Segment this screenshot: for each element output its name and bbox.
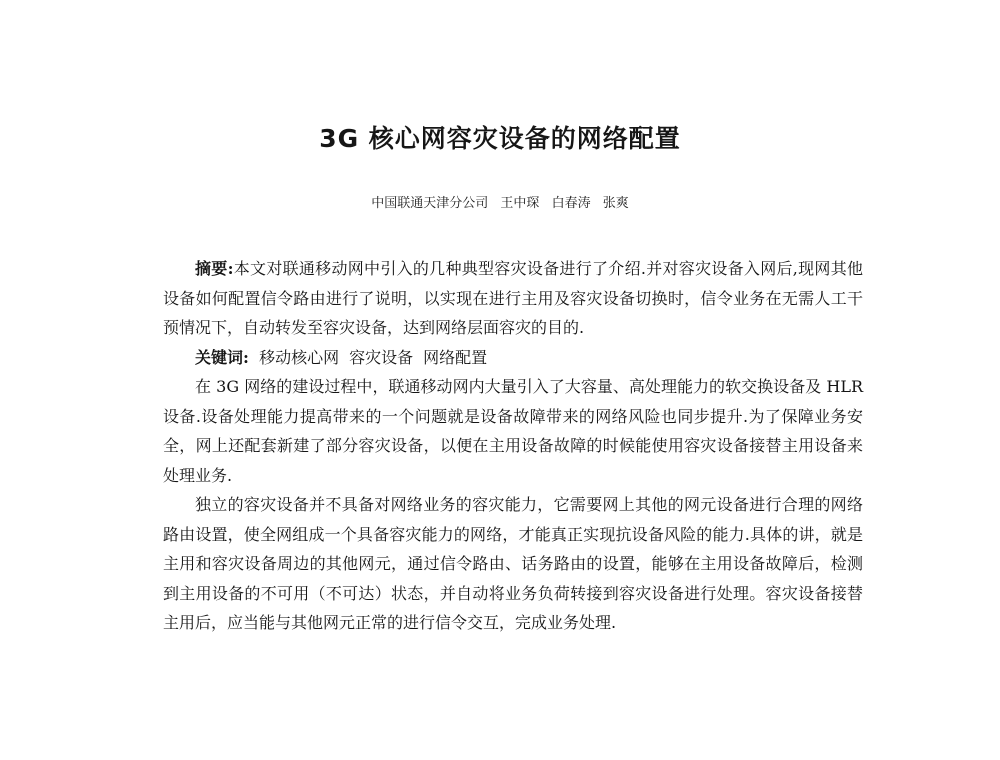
keywords-line (163, 343, 863, 373)
keyword: 移动核心网 (259, 347, 340, 367)
body-paragraph: 在 3G 网络的建设过程中，联通移动网内大量引入了大容量、高处理能力的软交换设备及 HLR 设备.设备处理能力提高带来的一个问题就是设备故障带来的网络风险也同步提升.为了保障业务安全，网上还配套新建了部分容灾设备，以便在主用设备故障的时候能使用容灾设备接替主用设备来处理业务. (163, 377, 863, 485)
author-affiliation: 中国联通天津分公司 (371, 196, 489, 211)
author-name: 白春涛 (551, 196, 591, 211)
abstract-paragraph (163, 254, 863, 343)
abstract-text: 本文对联通移动网中引入的几种典型容灾设备进行了介绍.并对容灾设备入网后,现网其他设备如何配置信令路由进行了说明，以实现在进行主用及容灾设备切换时，信令业务在无需人工干预情况下，自动转发至容灾设备，达到网络层面容灾的目的. (163, 259, 863, 337)
author-name: 王中琛 (500, 196, 540, 211)
body-paragraph: 独立的容灾设备并不具备对网络业务的容灾能力，它需要网上其他的网元设备进行合理的网络路由设置，使全网组成一个具备容灾能力的网络，才能真正实现抗设备风险的能力.具体的讲，就是主用和容灾设备周边的其他网元，通过信令路由、话务路由的设置，能够在主用设备故障后，检测到主用设备的不可用（不可达）状态，并自动将业务负荷转接到容灾设备进行处理。容灾设备接替主用后，应当能与其他网元正常的进行信令交互，完成业务处理. (163, 495, 863, 632)
keyword: 容灾设备 (349, 347, 414, 367)
paper-body (163, 254, 863, 638)
author-line (0, 192, 1000, 211)
keyword: 网络配置 (423, 347, 488, 367)
keywords-label: 关键词: (195, 347, 249, 367)
abstract-label: 摘要: (195, 259, 234, 278)
author-name: 张爽 (602, 196, 629, 211)
paper-title: 3G 核心网容灾设备的网络配置 (319, 124, 681, 153)
